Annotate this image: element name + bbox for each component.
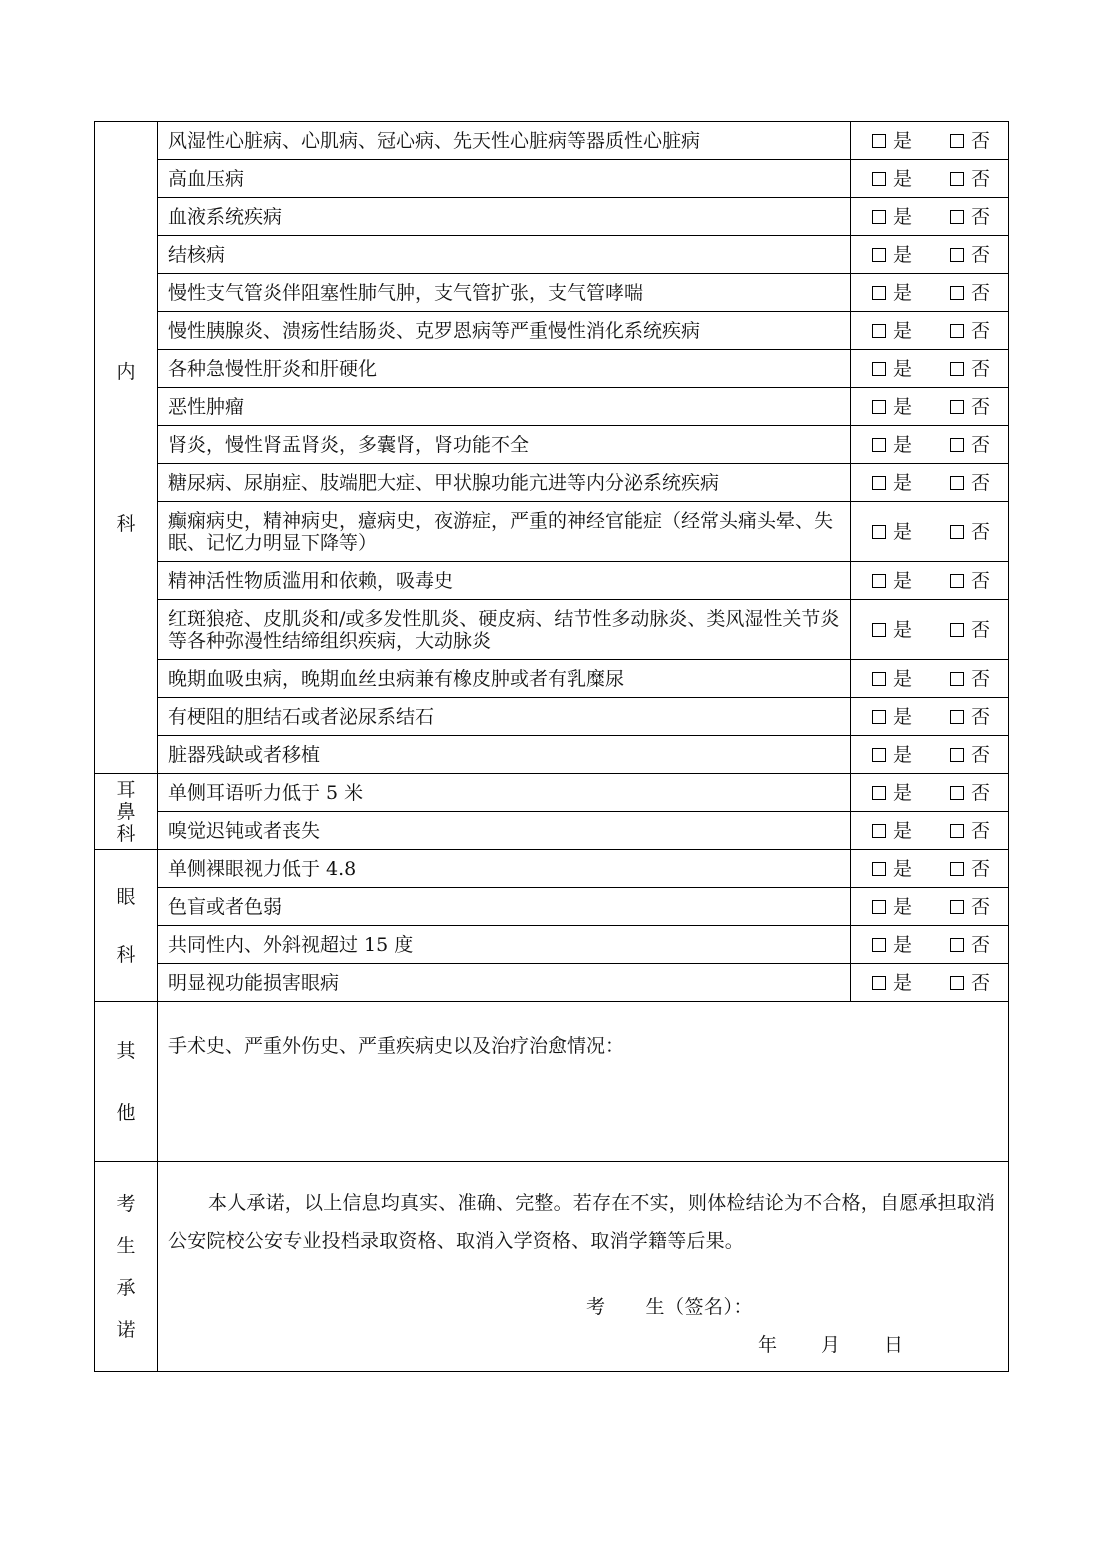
no-option[interactable] (950, 744, 990, 766)
no-option[interactable] (950, 706, 990, 728)
section-pledge (95, 1162, 158, 1372)
yes-option[interactable] (872, 282, 912, 304)
table-row (95, 1002, 1009, 1162)
checkbox-yes[interactable] (872, 172, 886, 186)
table-row (95, 1162, 1009, 1372)
condition-label: 恶性肿瘤 (158, 388, 851, 426)
table-row (95, 964, 1009, 1002)
table-row (95, 736, 1009, 774)
checkbox-yes[interactable] (872, 824, 886, 838)
yes-no-cell (851, 426, 1009, 464)
table-row (95, 426, 1009, 464)
checkbox-yes[interactable] (872, 362, 886, 376)
no-option[interactable] (950, 434, 990, 456)
yes-no-cell (851, 600, 1009, 660)
option-label-yes: 是 (893, 819, 913, 842)
option-label-yes: 是 (893, 205, 913, 228)
option-label-yes: 是 (893, 281, 913, 304)
no-option[interactable] (950, 244, 990, 266)
yes-option[interactable] (872, 744, 912, 766)
option-label-yes: 是 (893, 129, 913, 152)
checkbox-no[interactable] (950, 862, 964, 876)
option-label-yes: 是 (893, 433, 913, 456)
yes-no-cell (851, 888, 1009, 926)
option-label-no: 否 (971, 395, 991, 418)
section-char: 科 (116, 822, 136, 845)
option-label-no: 否 (971, 471, 991, 494)
table-row (95, 236, 1009, 274)
option-label-yes: 是 (893, 857, 913, 880)
no-option[interactable] (950, 206, 990, 228)
yes-option[interactable] (872, 168, 912, 190)
yes-option[interactable] (872, 320, 912, 342)
condition-label: 红斑狼疮、皮肌炎和/或多发性肌炎、硬皮病、结节性多动脉炎、类风湿性关节炎等各种弥漫性结缔组织疾病，大动脉炎 (158, 600, 851, 660)
condition-label: 慢性胰腺炎、溃疡性结肠炎、克罗恩病等严重慢性消化系统疾病 (158, 312, 851, 350)
yes-no-cell (851, 388, 1009, 426)
option-label-no: 否 (971, 243, 991, 266)
checkbox-no[interactable] (950, 748, 964, 762)
date-line[interactable] (758, 1334, 903, 1356)
yes-no-cell (851, 562, 1009, 600)
checkbox-yes[interactable] (872, 623, 886, 637)
yes-option[interactable] (872, 434, 912, 456)
table-row (95, 698, 1009, 736)
option-label-no: 否 (971, 933, 991, 956)
condition-label: 单侧耳语听力低于 5 米 (158, 774, 851, 812)
checkbox-no[interactable] (950, 938, 964, 952)
checkbox-no[interactable] (950, 476, 964, 490)
checkbox-yes[interactable] (872, 862, 886, 876)
checkbox-yes[interactable] (872, 438, 886, 452)
yes-option[interactable] (872, 972, 912, 994)
yes-option[interactable] (872, 244, 912, 266)
yes-no-cell (851, 312, 1009, 350)
yes-no-cell (851, 236, 1009, 274)
checkbox-yes[interactable] (872, 400, 886, 414)
checkbox-no[interactable] (950, 672, 964, 686)
no-option[interactable] (950, 619, 990, 641)
option-label-no: 否 (971, 857, 991, 880)
yes-no-cell (851, 736, 1009, 774)
no-option[interactable] (950, 896, 990, 918)
condition-label: 血液系统疾病 (158, 198, 851, 236)
section-char: 眼 (116, 885, 136, 908)
no-option[interactable] (950, 972, 990, 994)
checkbox-yes[interactable] (872, 210, 886, 224)
checkbox-no[interactable] (950, 438, 964, 452)
table-row (95, 312, 1009, 350)
option-label-yes: 是 (893, 471, 913, 494)
no-option[interactable] (950, 472, 990, 494)
yes-option[interactable] (872, 820, 912, 842)
condition-label: 有梗阻的胆结石或者泌尿系结石 (158, 698, 851, 736)
no-option[interactable] (950, 820, 990, 842)
yes-option[interactable] (872, 206, 912, 228)
table-row (95, 562, 1009, 600)
yes-no-cell (851, 350, 1009, 388)
option-label-no: 否 (971, 971, 991, 994)
checkbox-no[interactable] (950, 824, 964, 838)
yes-no-cell (851, 198, 1009, 236)
option-label-yes: 是 (893, 167, 913, 190)
option-label-no: 否 (971, 618, 991, 641)
yes-no-cell (851, 850, 1009, 888)
table-row (95, 888, 1009, 926)
yes-option[interactable] (872, 472, 912, 494)
no-option[interactable] (950, 320, 990, 342)
option-label-yes: 是 (893, 569, 913, 592)
checkbox-yes[interactable] (872, 672, 886, 686)
checkbox-yes[interactable] (872, 248, 886, 262)
section-ophthalmology (95, 850, 158, 1002)
condition-label: 共同性内、外斜视超过 15 度 (158, 926, 851, 964)
yes-option[interactable] (872, 619, 912, 641)
section-ent (95, 774, 158, 850)
option-label-no: 否 (971, 129, 991, 152)
condition-label: 精神活性物质滥用和依赖，吸毒史 (158, 562, 851, 600)
option-label-no: 否 (971, 667, 991, 690)
table-row (95, 350, 1009, 388)
condition-label: 晚期血吸虫病，晚期血丝虫病兼有橡皮肿或者有乳糜尿 (158, 660, 851, 698)
condition-label: 脏器残缺或者移植 (158, 736, 851, 774)
condition-label: 结核病 (158, 236, 851, 274)
option-label-no: 否 (971, 520, 991, 543)
yes-no-cell (851, 926, 1009, 964)
checkbox-no[interactable] (950, 525, 964, 539)
checkbox-yes[interactable] (872, 976, 886, 990)
option-label-yes: 是 (893, 667, 913, 690)
option-label-no: 否 (971, 205, 991, 228)
checkbox-no[interactable] (950, 710, 964, 724)
section-char: 鼻 (116, 800, 136, 823)
table-row (95, 388, 1009, 426)
yes-no-cell (851, 464, 1009, 502)
no-option[interactable] (950, 130, 990, 152)
health-declaration-table (94, 121, 1009, 1372)
condition-label: 嗅觉迟钝或者丧失 (158, 812, 851, 850)
option-label-no: 否 (971, 357, 991, 380)
section-char: 生 (116, 1234, 136, 1257)
section-other (95, 1002, 158, 1162)
checkbox-yes[interactable] (872, 476, 886, 490)
option-label-no: 否 (971, 781, 991, 804)
yes-no-cell (851, 122, 1009, 160)
condition-label: 明显视功能损害眼病 (158, 964, 851, 1002)
section-char: 承 (116, 1276, 136, 1299)
yes-option[interactable] (872, 896, 912, 918)
no-option[interactable] (950, 521, 990, 543)
checkbox-yes[interactable] (872, 710, 886, 724)
yes-option[interactable] (872, 358, 912, 380)
yes-option[interactable] (872, 396, 912, 418)
section-char: 科 (116, 512, 136, 535)
yes-no-cell (851, 660, 1009, 698)
option-label-yes: 是 (893, 520, 913, 543)
checkbox-yes[interactable] (872, 574, 886, 588)
option-label-no: 否 (971, 895, 991, 918)
condition-label: 风湿性心脏病、心肌病、冠心病、先天性心脏病等器质性心脏病 (158, 122, 851, 160)
yes-option[interactable] (872, 130, 912, 152)
checkbox-no[interactable] (950, 134, 964, 148)
option-label-yes: 是 (893, 243, 913, 266)
option-label-yes: 是 (893, 895, 913, 918)
date-year-label: 年 (758, 1334, 778, 1356)
condition-label: 糖尿病、尿崩症、肢端肥大症、甲状腺功能亢进等内分泌系统疾病 (158, 464, 851, 502)
yes-option[interactable] (872, 521, 912, 543)
other-history-field[interactable] (158, 1002, 1009, 1162)
yes-option[interactable] (872, 668, 912, 690)
option-label-no: 否 (971, 743, 991, 766)
option-label-yes: 是 (893, 781, 913, 804)
yes-option[interactable] (872, 934, 912, 956)
checkbox-yes[interactable] (872, 748, 886, 762)
condition-label: 高血压病 (158, 160, 851, 198)
yes-option[interactable] (872, 858, 912, 880)
option-label-yes: 是 (893, 933, 913, 956)
no-option[interactable] (950, 570, 990, 592)
yes-no-cell (851, 698, 1009, 736)
condition-label: 癫痫病史，精神病史，癔病史，夜游症，严重的神经官能症（经常头痛头晕、失眠、记忆力明显下降等） (158, 502, 851, 562)
section-char: 他 (116, 1101, 136, 1124)
table-row (95, 122, 1009, 160)
option-label-yes: 是 (893, 618, 913, 641)
checkbox-no[interactable] (950, 210, 964, 224)
checkbox-no[interactable] (950, 172, 964, 186)
signature-label-part2: 生（签名）： (645, 1296, 754, 1318)
yes-no-cell (851, 812, 1009, 850)
signature-label-part1: 考 (586, 1296, 606, 1318)
signature-line[interactable] (586, 1296, 753, 1318)
yes-option[interactable] (872, 570, 912, 592)
table-row (95, 812, 1009, 850)
checkbox-yes[interactable] (872, 938, 886, 952)
checkbox-yes[interactable] (872, 324, 886, 338)
no-option[interactable] (950, 358, 990, 380)
condition-label: 色盲或者色弱 (158, 888, 851, 926)
option-label-no: 否 (971, 319, 991, 342)
checkbox-no[interactable] (950, 248, 964, 262)
condition-label: 慢性支气管炎伴阻塞性肺气肿，支气管扩张，支气管哮喘 (158, 274, 851, 312)
option-label-yes: 是 (893, 743, 913, 766)
option-label-no: 否 (971, 433, 991, 456)
option-label-no: 否 (971, 819, 991, 842)
section-char: 内 (116, 360, 136, 383)
table-row (95, 464, 1009, 502)
pledge-cell (158, 1162, 1009, 1372)
condition-label: 各种急慢性肝炎和肝硬化 (158, 350, 851, 388)
checkbox-yes[interactable] (872, 786, 886, 800)
option-label-yes: 是 (893, 705, 913, 728)
no-option[interactable] (950, 782, 990, 804)
table-row (95, 198, 1009, 236)
checkbox-no[interactable] (950, 976, 964, 990)
yes-option[interactable] (872, 782, 912, 804)
checkbox-no[interactable] (950, 786, 964, 800)
section-char: 考 (116, 1192, 136, 1215)
option-label-yes: 是 (893, 357, 913, 380)
no-option[interactable] (950, 858, 990, 880)
option-label-yes: 是 (893, 319, 913, 342)
table-row (95, 600, 1009, 660)
table-row (95, 850, 1009, 888)
no-option[interactable] (950, 934, 990, 956)
table-row (95, 274, 1009, 312)
option-label-no: 否 (971, 569, 991, 592)
option-label-no: 否 (971, 705, 991, 728)
option-label-yes: 是 (893, 395, 913, 418)
date-month-label: 月 (821, 1334, 841, 1356)
yes-no-cell (851, 274, 1009, 312)
yes-no-cell (851, 160, 1009, 198)
no-option[interactable] (950, 668, 990, 690)
no-option[interactable] (950, 396, 990, 418)
table-row (95, 926, 1009, 964)
no-option[interactable] (950, 282, 990, 304)
yes-option[interactable] (872, 706, 912, 728)
section-char: 其 (116, 1039, 136, 1062)
table-row (95, 660, 1009, 698)
condition-label: 肾炎，慢性肾盂肾炎，多囊肾，肾功能不全 (158, 426, 851, 464)
checkbox-no[interactable] (950, 400, 964, 414)
checkbox-yes[interactable] (872, 134, 886, 148)
other-history-label: 手术史、严重外伤史、严重疾病史以及治疗治愈情况： (168, 1035, 625, 1057)
section-char: 诺 (116, 1318, 136, 1341)
checkbox-no[interactable] (950, 623, 964, 637)
date-day-label: 日 (884, 1334, 904, 1356)
pledge-text: 本人承诺，以上信息均真实、准确、完整。若存在不实，则体检结论为不合格，自愿承担取消公安院校公安专业投档录取资格、取消入学资格、取消学籍等后果。 (168, 1192, 996, 1252)
checkbox-no[interactable] (950, 362, 964, 376)
checkbox-yes[interactable] (872, 286, 886, 300)
option-label-no: 否 (971, 281, 991, 304)
condition-label: 单侧裸眼视力低于 4.8 (158, 850, 851, 888)
yes-no-cell (851, 774, 1009, 812)
table-row (95, 502, 1009, 562)
checkbox-no[interactable] (950, 324, 964, 338)
option-label-yes: 是 (893, 971, 913, 994)
checkbox-no[interactable] (950, 574, 964, 588)
checkbox-yes[interactable] (872, 525, 886, 539)
table-row (95, 774, 1009, 812)
option-label-no: 否 (971, 167, 991, 190)
no-option[interactable] (950, 168, 990, 190)
yes-no-cell (851, 502, 1009, 562)
checkbox-yes[interactable] (872, 900, 886, 914)
section-internal-medicine (95, 122, 158, 774)
table-row (95, 160, 1009, 198)
checkbox-no[interactable] (950, 286, 964, 300)
yes-no-cell (851, 964, 1009, 1002)
section-char: 耳 (116, 778, 136, 801)
section-char: 科 (116, 943, 136, 966)
checkbox-no[interactable] (950, 900, 964, 914)
